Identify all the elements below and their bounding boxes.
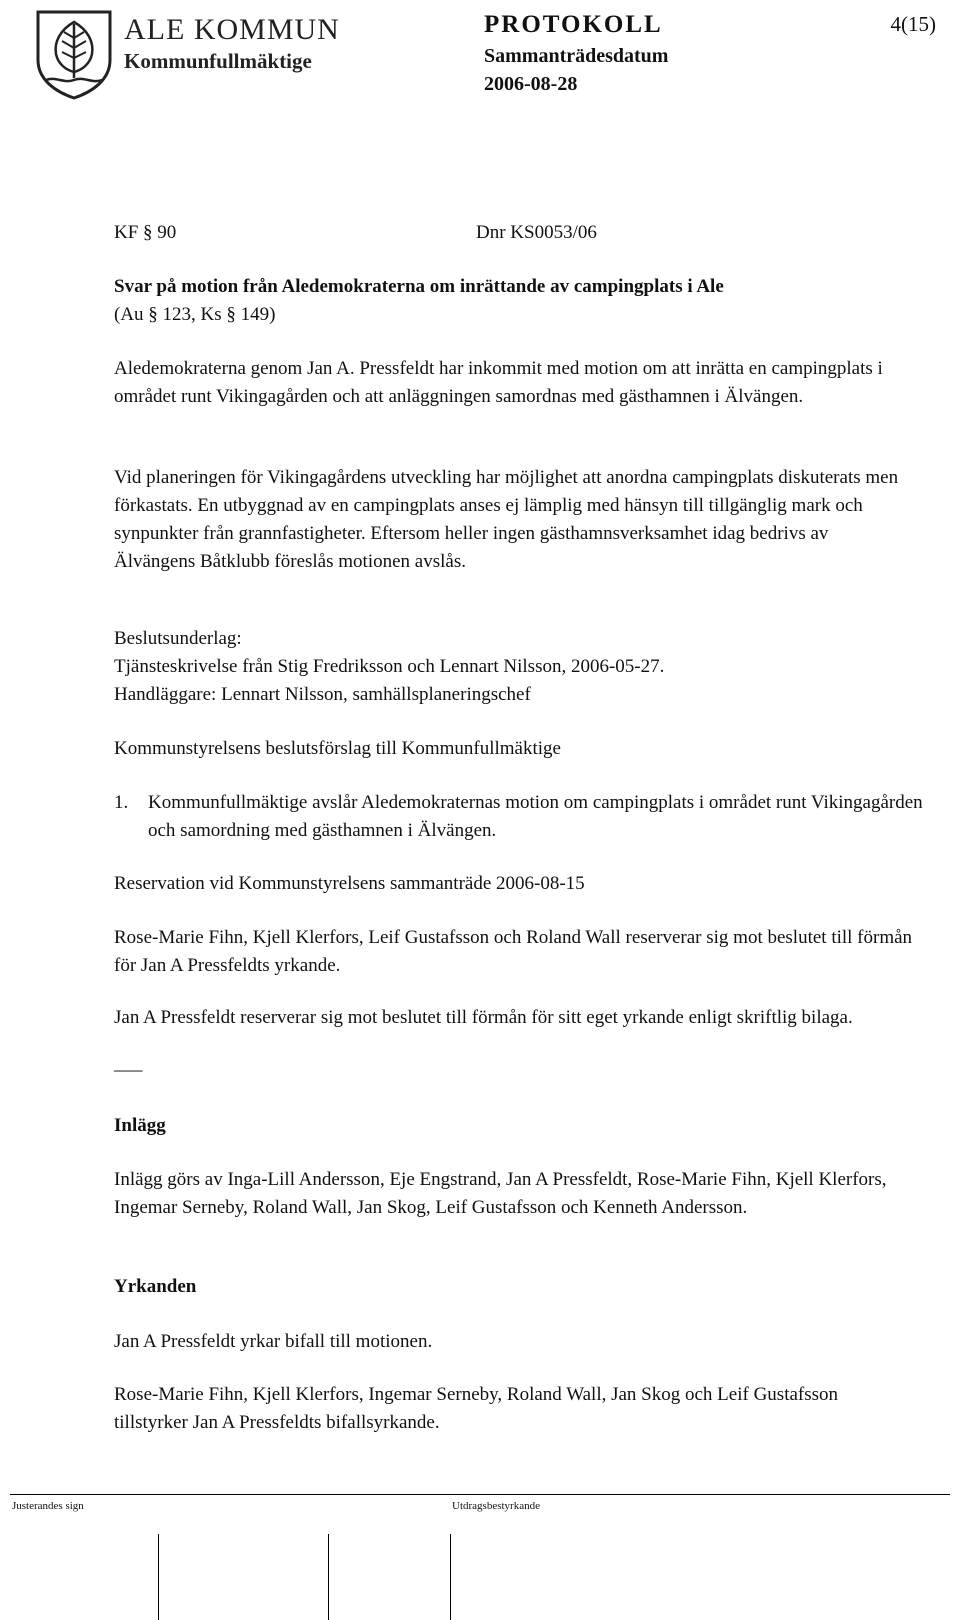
reservation-text-2: Jan A Pressfeldt reserverar sig mot beslutet till förmån för sitt eget yrkande enligt skriftlig bilaga. [114,1007,853,1028]
footer-rule [10,1494,950,1495]
yrkanden-heading: Yrkanden [114,1276,197,1297]
case-number: KF § 90 [114,222,177,243]
signature-label: Justerandes sign [12,1500,84,1512]
case-references: (Au § 123, Ks § 149) [114,304,276,325]
reservation-text-1: Rose-Marie Fihn, Kjell Klerfors, Leif Gustafsson och Roland Wall reserverar sig mot beslutet till förmån för Jan A Pressfeldts yrkande. [114,927,913,976]
organization-header [124,14,340,74]
inlagg-text: Inlägg görs av Inga-Lill Andersson, Eje Engstrand, Jan A Pressfeldt, Rose-Marie Fihn, Kjell Klerfors, Ingemar Serneby, Roland Wall, Jan Skog, Leif Gustafsson och Kenneth Andersson. [114,1169,887,1218]
yrkanden-text-1: Jan A Pressfeldt yrkar bifall till motionen. [114,1331,433,1352]
signature-box-divider [158,1534,159,1620]
meeting-date-label: Sammanträdesdatum [484,45,669,67]
document-title: PROTOKOLL [484,11,663,38]
diary-number: Dnr KS0053/06 [476,222,597,243]
inlagg-heading: Inlägg [114,1115,166,1136]
proposal-item-text: Kommunfullmäktige avslår Aledemokraternas motion om campingplats i området runt Vikingagården och samordning med gästhamnen i Älvängen. [148,792,923,841]
meeting-date: 2006-08-28 [484,73,578,95]
section-divider: ___ [114,1053,143,1074]
proposal-item-number: 1. [114,792,129,813]
reservation-heading: Reservation vid Kommunstyrelsens sammanträde 2006-08-15 [114,873,585,894]
municipality-crest-logo [32,8,116,100]
page-number: 4(15) [890,12,936,36]
basis-label: Beslutsunderlag: [114,628,242,649]
paragraph-assessment: Vid planeringen för Vikingagårdens utveckling har möjlighet att anordna campingplats diskuterats men förkastats. En utbyggnad av en campingplats anses ej lämplig med hänsyn till tillgänglig mark och synpunkter från grannfastigheter. Eftersom heller ingen gästhamnsverksamhet idag bedrivs av Älvängens Båtklubb föreslås motionen avslås. [114,467,899,572]
certification-label: Utdragsbestyrkande [452,1500,540,1512]
basis-document: Tjänsteskrivelse från Stig Fredriksson och Lennart Nilsson, 2006-05-27. [114,656,665,677]
signature-box-divider [328,1534,329,1620]
organization-body: Kommunfullmäktige [124,49,312,73]
case-title: Svar på motion från Aledemokraterna om inrättande av campingplats i Ale [114,276,724,297]
signature-box-divider [450,1534,451,1620]
proposal-heading: Kommunstyrelsens beslutsförslag till Kommunfullmäktige [114,738,561,759]
case-handler: Handläggare: Lennart Nilsson, samhällsplaneringschef [114,684,531,705]
paragraph-motion: Aledemokraterna genom Jan A. Pressfeldt har inkommit med motion om att inrätta en campingplats i området runt Vikingagården och att anläggningen samordnas med gästhamnen i Älvängen. [114,358,883,407]
yrkanden-text-2: Rose-Marie Fihn, Kjell Klerfors, Ingemar Serneby, Roland Wall, Jan Skog och Leif Gustafsson tillstyrker Jan A Pressfeldts bifallsyrkande. [114,1384,839,1433]
document-meta [484,8,668,98]
proposal-item [114,789,924,845]
signature-footer [0,1494,960,1620]
organization-name: ALE KOMMUN [124,13,340,46]
